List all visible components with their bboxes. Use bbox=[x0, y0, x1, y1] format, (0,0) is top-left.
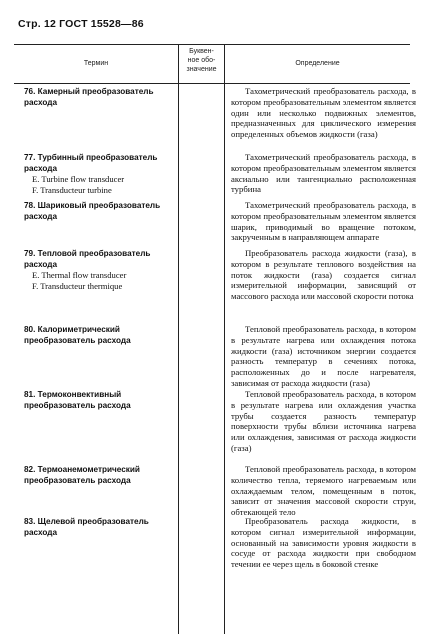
definition-cell: Тахометрический преобразователь расхода, в котором преобразовательным элементом является шарик, приводимый во вращение потоком, закрученным в направляющем аппарате bbox=[231, 200, 416, 243]
term-number: 77. bbox=[24, 153, 38, 162]
foreign-equivalent: E. Thermal flow transducer bbox=[32, 270, 127, 280]
term-name: Калориметрический преобразователь расхода bbox=[24, 325, 131, 345]
definition-cell: Тепловой преобразователь расхода, в котором в результате нагрева или охлаждения потока жидкости (газа) источником энергии создается разность температур в сечениях потока, расположенных до и после нагревателя, зависимая от расхода жидкости (газа) bbox=[231, 324, 416, 388]
column-divider-1 bbox=[178, 44, 179, 634]
definition-cell: Тепловой преобразователь расхода, в котором количество тепла, теряемого нагреваемым или охлаждаемым телом, помещенным в поток, зависит от значения массовой скорости струи, обтекающей тело bbox=[231, 464, 416, 518]
term-number: 81. bbox=[24, 390, 38, 399]
term-name: Щелевой преобразователь расхода bbox=[24, 517, 149, 537]
definition-cell: Тахометрический преобразователь расхода, в котором преобразовательным элементом является один или несколько подвижных элементов, предназначенных для циклического измерения определенных объемов жидкости (газа) bbox=[231, 86, 416, 140]
term-name: Термоанемометрический преобразователь расхода bbox=[24, 465, 140, 485]
term-cell bbox=[24, 389, 174, 411]
foreign-equivalent: F. Transducteur thermique bbox=[32, 281, 123, 291]
page-header: Стр. 12 ГОСТ 15528—86 bbox=[18, 18, 144, 30]
term-name: Турбинный преобразователь расхода bbox=[24, 153, 158, 173]
term-name: Тепловой преобразователь расхода bbox=[24, 249, 151, 269]
column-header-definition: Определение bbox=[295, 60, 340, 67]
term-cell bbox=[24, 248, 174, 292]
term-number: 78. bbox=[24, 201, 38, 210]
term-cell bbox=[24, 464, 174, 486]
definition-cell: Преобразователь расхода жидкости, в котором сигнал измерительной информации, основанный на зависимости уровня жидкости в сосуде от расхода жидкости при свободном течении ее через щель в боковой стенке bbox=[231, 516, 416, 570]
term-number: 76. bbox=[24, 87, 38, 96]
term-name: Термоконвективный преобразователь расхода bbox=[24, 390, 131, 410]
term-cell bbox=[24, 152, 174, 196]
term-number: 80. bbox=[24, 325, 38, 334]
term-name: Шариковый преобразователь расхода bbox=[24, 201, 161, 221]
header-bottom-rule bbox=[14, 83, 410, 84]
definition-cell: Тахометрический преобразователь расхода, в котором преобразовательным элементом является аксиально или тангенциально расположенная турбина bbox=[231, 152, 416, 195]
column-header-term: Термин bbox=[83, 60, 109, 67]
term-cell bbox=[24, 200, 174, 222]
definition-cell: Преобразователь расхода жидкости (газа), в котором в результате теплового воздействия на поток жидкости (газа) создается сигнал измерительной информации, зависящий от массового расхода или массовой скорости потока bbox=[231, 248, 416, 302]
column-header-abbr: Буквен- ное обо- значение bbox=[186, 48, 217, 73]
term-number: 79. bbox=[24, 249, 38, 258]
term-cell bbox=[24, 516, 174, 538]
foreign-equivalent: F. Transducteur turbine bbox=[32, 185, 112, 195]
definition-cell: Тепловой преобразователь расхода, в котором в результате нагрева или охлаждения участка трубы создается разность температур поверхности трубы вблизи источника нагрева или охлаждения, зависимая от расхода жидкости (газа) bbox=[231, 389, 416, 453]
term-number: 83. bbox=[24, 517, 38, 526]
foreign-equivalent: E. Turbine flow transducer bbox=[32, 174, 125, 184]
term-number: 82. bbox=[24, 465, 38, 474]
term-name: Камерный преобразователь расхода bbox=[24, 87, 154, 107]
term-cell bbox=[24, 324, 174, 346]
table-top-rule bbox=[14, 44, 410, 45]
column-divider-2 bbox=[224, 44, 225, 634]
term-cell bbox=[24, 86, 174, 108]
